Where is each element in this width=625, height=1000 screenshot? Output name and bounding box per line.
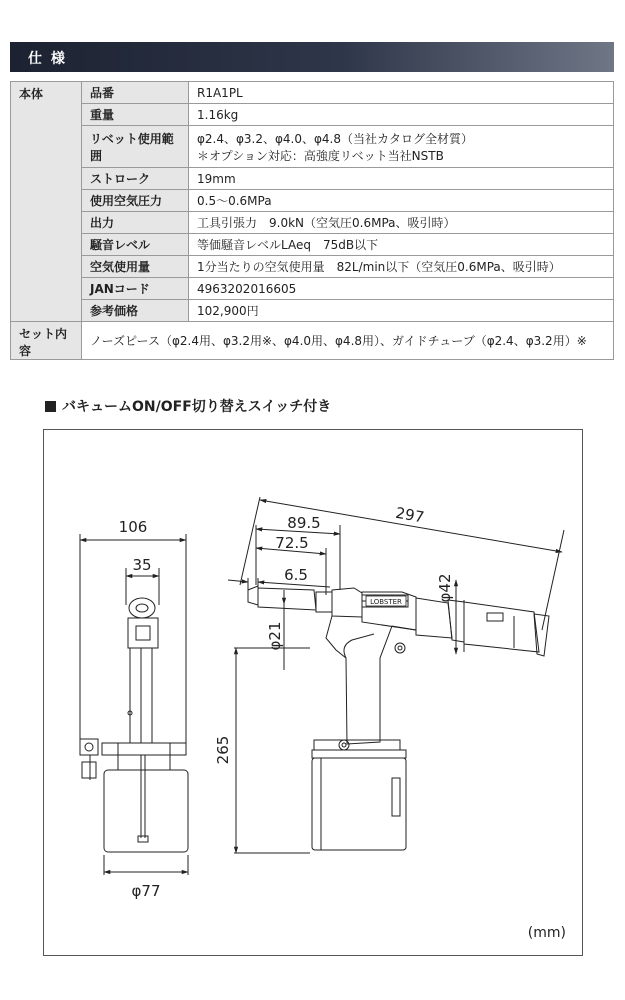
spec-value-note: ＊オプション対応：高強度リベット当社NSTB <box>197 148 444 163</box>
spec-header-bar <box>10 42 614 72</box>
unit-label: (mm) <box>527 925 566 941</box>
spec-label: 品番 <box>82 82 189 104</box>
spec-value-text: 102,900円 <box>197 304 259 318</box>
spec-label: 参考価格 <box>82 300 189 322</box>
spec-label: 空気使用量 <box>82 256 189 278</box>
spec-row <box>11 190 614 212</box>
spec-value <box>189 300 614 322</box>
spec-label: リベット使用範囲 <box>82 126 189 168</box>
spec-label: 使用空気圧力 <box>82 190 189 212</box>
section-title-text: バキュームON/OFF切り替えスイッチ付き <box>62 399 332 415</box>
tool-drawing-svg <box>44 430 582 955</box>
spec-value <box>189 212 614 234</box>
spec-header-title: 仕 様 <box>28 51 67 67</box>
spec-label: JANコード <box>82 278 189 300</box>
square-bullet-icon <box>45 401 56 412</box>
spec-row-set <box>11 322 614 360</box>
brand-mark-text: LOBSTER <box>370 598 402 606</box>
spec-row <box>11 278 614 300</box>
spec-row <box>11 126 614 168</box>
spec-value <box>189 278 614 300</box>
spec-value-text: 等価騒音レベルLAeq 75dB以下 <box>197 238 379 252</box>
section-title <box>45 396 331 416</box>
dimension-drawing <box>43 429 583 956</box>
dim-side-nose-dia: φ21 <box>266 621 284 651</box>
spec-row <box>11 212 614 234</box>
spec-value <box>189 256 614 278</box>
spec-value <box>189 126 614 168</box>
spec-row <box>11 234 614 256</box>
spec-row <box>11 104 614 126</box>
spec-value-text: 1分当たりの空気使用量 82L/min以下（空気圧0.6MPa、吸引時） <box>197 260 561 274</box>
dim-front-nose: 35 <box>132 556 152 574</box>
spec-category-body: 本体 <box>11 82 82 322</box>
spec-value <box>189 234 614 256</box>
spec-value <box>189 190 614 212</box>
dim-front-width: 106 <box>118 518 148 536</box>
spec-row <box>11 82 614 104</box>
spec-value <box>189 168 614 190</box>
spec-value <box>189 104 614 126</box>
spec-category-set: セット内容 <box>11 322 82 360</box>
spec-value-text: 4963202016605 <box>197 281 297 296</box>
spec-value <box>189 82 614 104</box>
spec-value-text: 19mm <box>197 171 236 186</box>
spec-value-text: 1.16kg <box>197 107 239 122</box>
dim-side-a: 89.5 <box>287 514 321 532</box>
spec-row <box>11 168 614 190</box>
front-view <box>80 534 188 875</box>
spec-label: 騒音レベル <box>82 234 189 256</box>
spec-value-text: 0.5〜0.6MPa <box>197 194 272 208</box>
spec-value-text: φ2.4、φ3.2、φ4.0、φ4.8（当社カタログ全材質） <box>197 131 474 146</box>
dim-front-base: φ77 <box>131 882 161 900</box>
spec-value-text: R1A1PL <box>197 85 243 100</box>
spec-row <box>11 256 614 278</box>
spec-label: 重量 <box>82 104 189 126</box>
spec-label: 出力 <box>82 212 189 234</box>
dim-side-body-dia: φ42 <box>436 573 454 603</box>
spec-value-text: 工具引張力 9.0kN（空気圧0.6MPa、吸引時） <box>197 216 456 230</box>
spec-row <box>11 300 614 322</box>
spec-table <box>10 81 614 360</box>
dim-side-total: 297 <box>394 503 426 527</box>
spec-set-contents: ノーズピース（φ2.4用、φ3.2用※、φ4.0用、φ4.8用）、ガイドチューブ（φ2.4、φ3.2用）※ <box>82 322 614 360</box>
dim-side-height: 265 <box>214 735 232 765</box>
dim-side-b: 72.5 <box>275 534 309 552</box>
spec-label: ストローク <box>82 168 189 190</box>
dim-side-c: 6.5 <box>284 566 308 584</box>
